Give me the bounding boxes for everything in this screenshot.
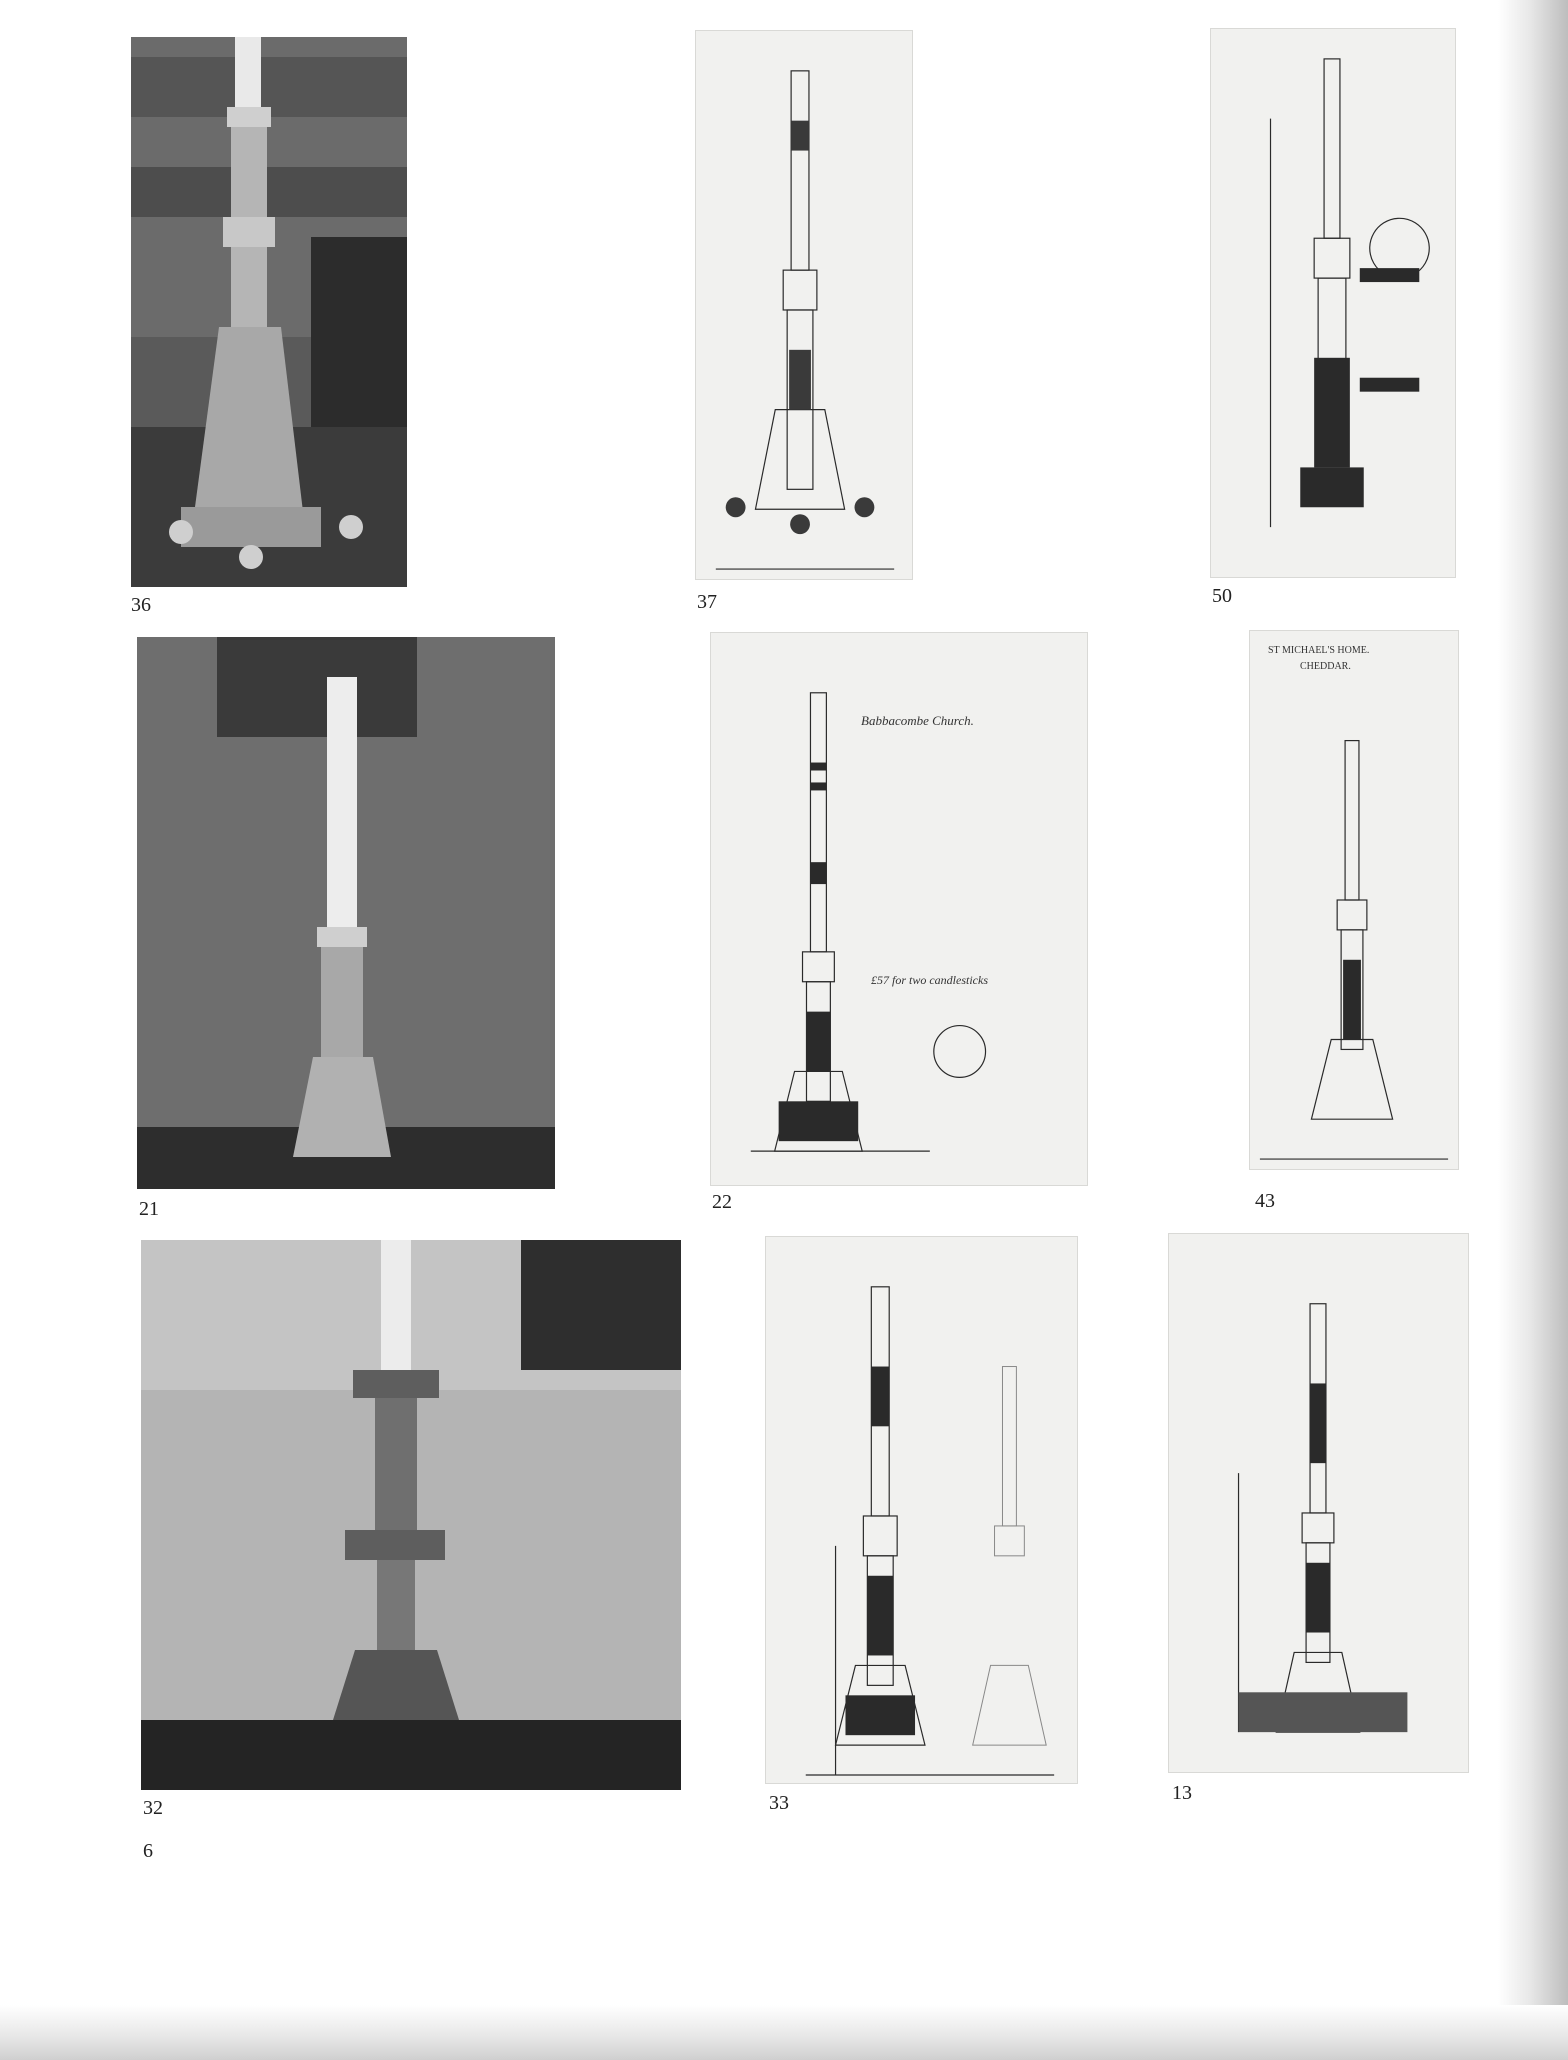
page-edge-shadow — [1498, 0, 1568, 2060]
figure-13-drawing — [1168, 1233, 1469, 1773]
figure-22-price-note: £57 for two candlesticks — [871, 973, 988, 987]
figure-50-caption: 50 — [1212, 585, 1232, 607]
figure-22-drawing — [710, 632, 1088, 1186]
figure-33-drawing — [765, 1236, 1078, 1784]
page-number: 6 — [143, 1840, 153, 1862]
figure-43-caption: 43 — [1255, 1190, 1275, 1212]
figure-43-drawing — [1249, 630, 1459, 1170]
figure-32-photo — [141, 1240, 681, 1790]
figure-37-drawing — [695, 30, 913, 580]
figure-36-photo — [131, 37, 407, 587]
figure-33-caption: 33 — [769, 1792, 789, 1814]
figure-22-title: Babbacombe Church. — [861, 713, 974, 728]
figure-50-drawing — [1210, 28, 1456, 578]
figure-21-photo — [137, 637, 555, 1189]
figure-36-caption: 36 — [131, 594, 151, 616]
figure-32-caption: 32 — [143, 1797, 163, 1819]
figure-21-caption: 21 — [139, 1198, 159, 1220]
figure-37-caption: 37 — [697, 591, 717, 613]
figure-13-caption: 13 — [1172, 1782, 1192, 1804]
page-bottom-shadow — [0, 2005, 1568, 2060]
figure-43-header-2: CHEDDAR. — [1300, 661, 1351, 672]
figure-22-caption: 22 — [712, 1191, 732, 1213]
figure-43-header-1: ST MICHAEL'S HOME. — [1268, 645, 1370, 656]
